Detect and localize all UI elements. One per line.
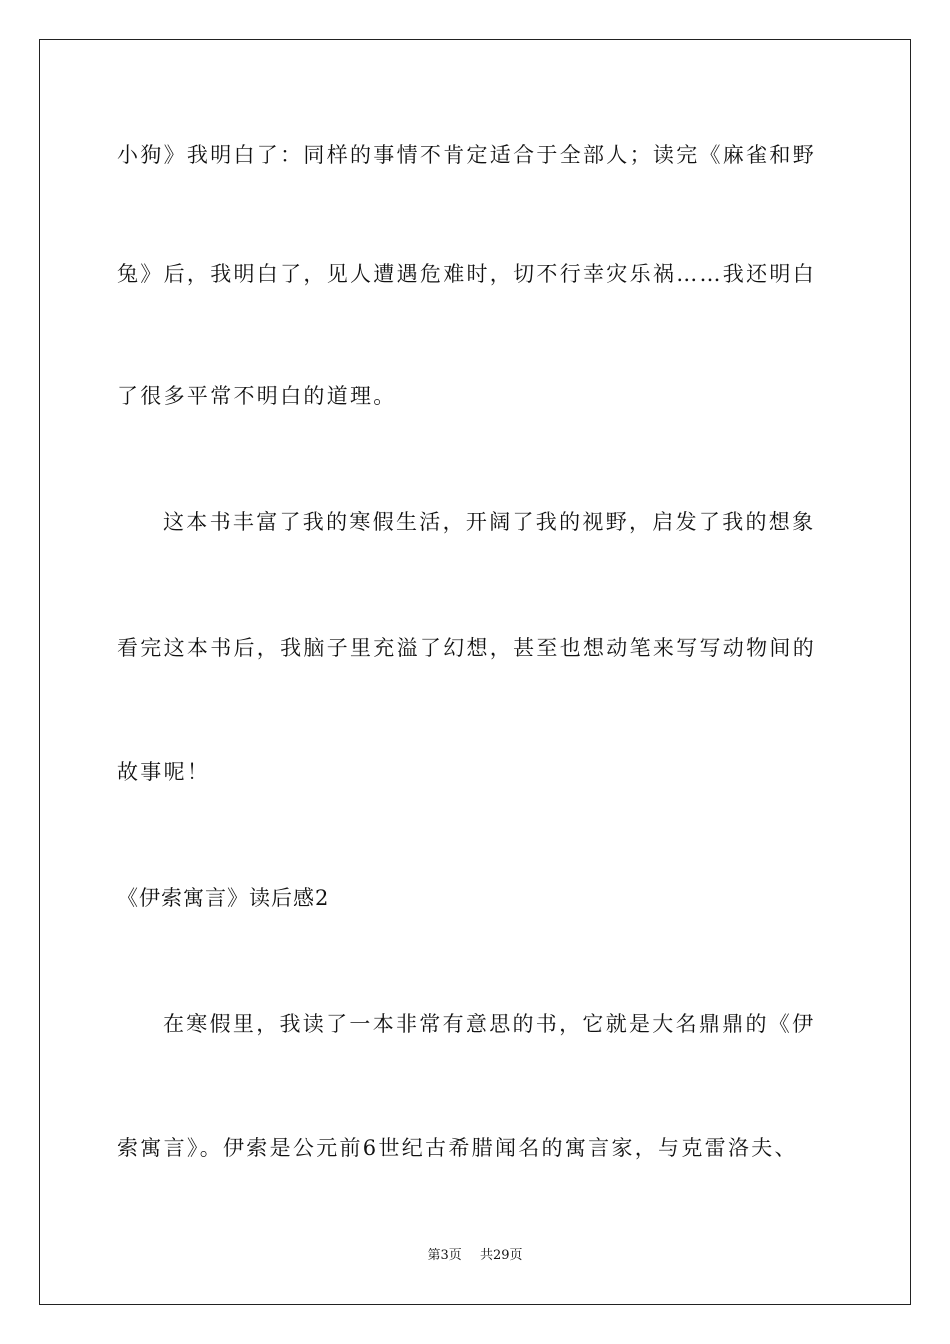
paragraph-line: 看完这本书后，我脑子里充溢了幻想，甚至也想动笔来写写动物间的 [117, 636, 816, 660]
page-border [39, 39, 911, 1305]
page-footer [0, 1247, 950, 1265]
page-number: 第3页 [427, 1248, 462, 1263]
paragraph-line: 在寒假里，我读了一本非常有意思的书，它就是大名鼎鼎的《伊 [163, 1012, 816, 1036]
page-total: 共29页 [479, 1248, 523, 1263]
paragraph-line: 索寓言》。伊索是公元前6世纪古希腊闻名的寓言家，与克雷洛夫、 [117, 1136, 798, 1160]
paragraph-line: 了很多平常不明白的道理。 [117, 384, 397, 408]
paragraph-line: 故事呢！ [117, 760, 211, 784]
paragraph-line: 小狗》我明白了：同样的事情不肯定适合于全部人；读完《麻雀和野 [117, 143, 816, 167]
paragraph-line: 兔》后，我明白了，见人遭遇危难时，切不行幸灾乐祸……我还明白 [117, 262, 816, 286]
paragraph-line: 这本书丰富了我的寒假生活，开阔了我的视野，启发了我的想象 [163, 510, 816, 534]
section-heading: 《伊索寓言》读后感2 [117, 886, 330, 910]
